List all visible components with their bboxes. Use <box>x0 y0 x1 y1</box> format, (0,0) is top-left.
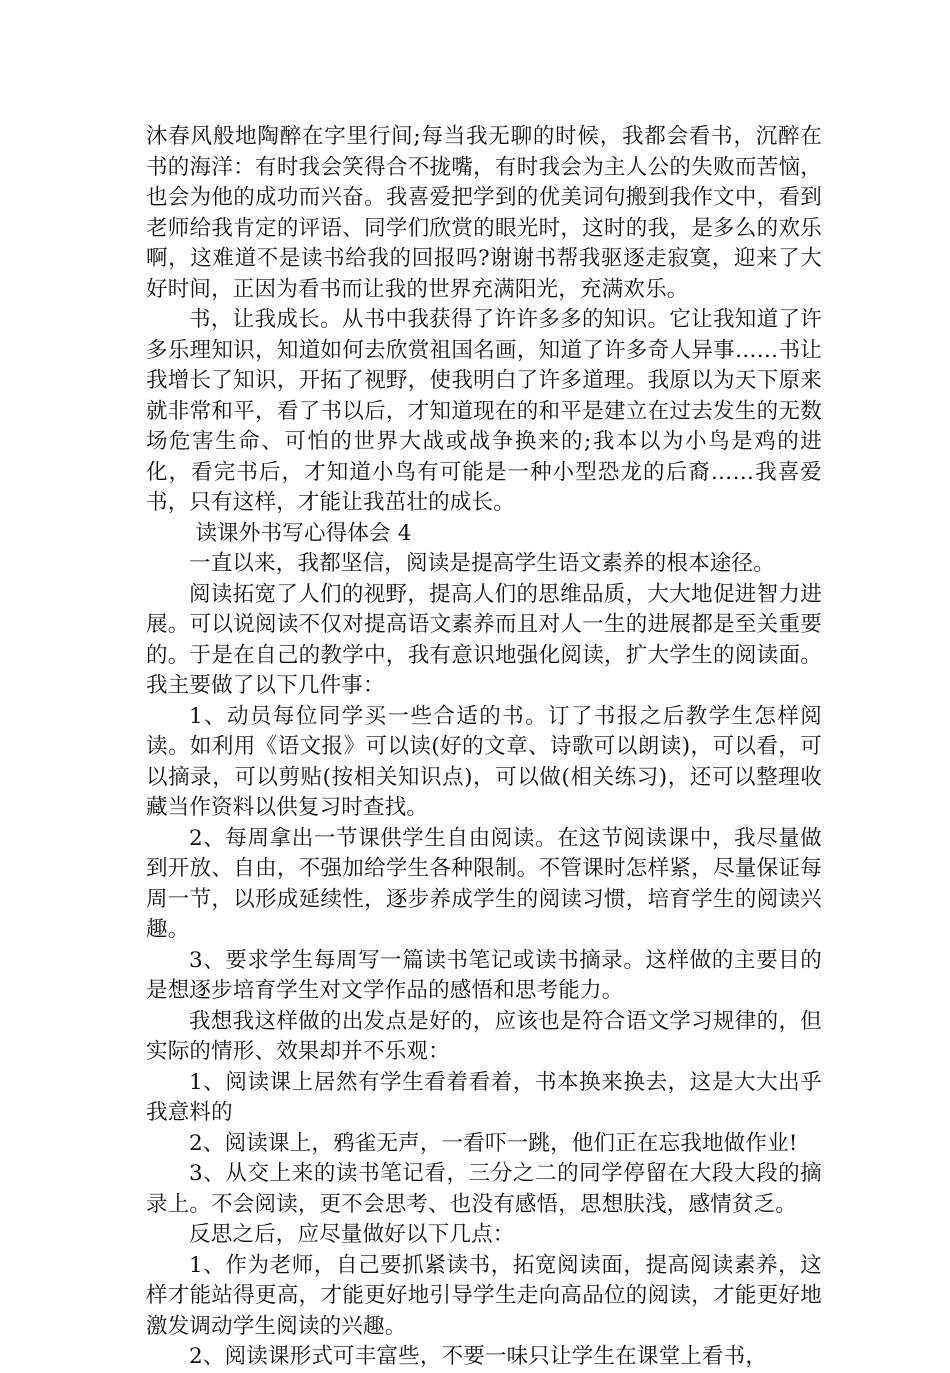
paragraph-reading-benefits: 阅读拓宽了人们的视野，提高人们的思维品质，大大地促进智力进展。可以说阅读不仅对提高语文素养而且对人一生的进展都是至关重要的。于是在自己的教学中，我有意识地强化阅读，扩大学生的阅读面。我主要做了以下几件事： <box>146 581 822 698</box>
list-item-buy-books: 1、动员每位同学买一些合适的书。订了书报之后教学生怎样阅读。如利用《语文报》可以读(好的文章、诗歌可以朗读)，可以看，可以摘录，可以剪贴(按相关知识点)，可以做(相关练习)，还可以整理收藏当作资料以供复习时查找。 <box>146 703 822 820</box>
list-item-weekly-notes: 3、要求学生每周写一篇读书笔记或读书摘录。这样做的主要目的是想逐步培育学生对文学作品的感悟和思考能力。 <box>146 947 822 1003</box>
paragraph-continuation: 沐春风般地陶醉在字里行间;每当我无聊的时候，我都会看书，沉醉在书的海洋：有时我会笑得合不拢嘴，有时我会为主人公的失败而苦恼，也会为他的成功而兴奋。我喜爱把学到的优美词句搬到我作文中，看到老师给我肯定的评语、同学们欣赏的眼光时，这时的我，是多么的欢乐啊，这难道不是读书给我的回报吗?谢谢书帮我驱逐走寂寞，迎来了大好时间，正因为看书而让我的世界充满阳光，充满欢乐。 <box>146 124 822 302</box>
section-heading: 读课外书写心得体会 4 <box>195 520 412 546</box>
list-item-problem-2: 2、阅读课上，鸦雀无声，一看吓一跳，他们正在忘我地做作业! <box>189 1130 798 1156</box>
list-item-problem-1: 1、阅读课上居然有学生看着看着，书本换来换去，这是大大出乎我意料的 <box>146 1069 822 1125</box>
paragraph-reflection: 反思之后，应尽量做好以下几点： <box>189 1222 515 1247</box>
list-item-problem-3: 3、从交上来的读书笔记看，三分之二的同学停留在大段大段的摘录上。不会阅读，更不会思考、也没有感悟，思想肤浅，感情贫乏。 <box>146 1161 822 1217</box>
list-item-weekly-class: 2、每周拿出一节课供学生自由阅读。在这节阅读课中，我尽量做到开放、自由，不强加给学生各种限制。不管课时怎样紧，尽量保证每周一节，以形成延续性，逐步养成学生的阅读习惯，培育学生的阅读兴趣。 <box>146 825 822 942</box>
paragraph-growth: 书，让我成长。从书中我获得了许许多多的知识。它让我知道了许多乐理知识，知道如何去欣赏祖国名画，知道了许多奇人异事……书让我增长了知识，开拓了视野，使我明白了许多道理。我原以为天下原来就非常和平，看了书以后，才知道现在的和平是建立在过去发生的无数场危害生命、可怕的世界大战或战争换来的;我本以为小鸟是鸡的进化，看完书后，才知道小鸟有可能是一种小型恐龙的后裔……我喜爱书，只有这样，才能让我茁壮的成长。 <box>146 307 822 515</box>
document-body <box>146 122 822 1373</box>
paragraph-belief: 一直以来，我都坚信，阅读是提高学生语文素养的根本途径。 <box>189 551 775 576</box>
paragraph-reality: 我想我这样做的出发点是好的，应该也是符合语文学习规律的，但实际的情形、效果却并不乐观： <box>146 1008 822 1064</box>
list-item-improvement-2: 2、阅读课形式可丰富些，不要一味只让学生在课堂上看书， <box>189 1344 768 1369</box>
list-item-improvement-1: 1、作为老师，自己要抓紧读书，拓宽阅读面，提高阅读素养，这样才能站得更高，才能更好地引导学生走向高品位的阅读，才能更好地激发调动学生阅读的兴趣。 <box>146 1252 822 1339</box>
